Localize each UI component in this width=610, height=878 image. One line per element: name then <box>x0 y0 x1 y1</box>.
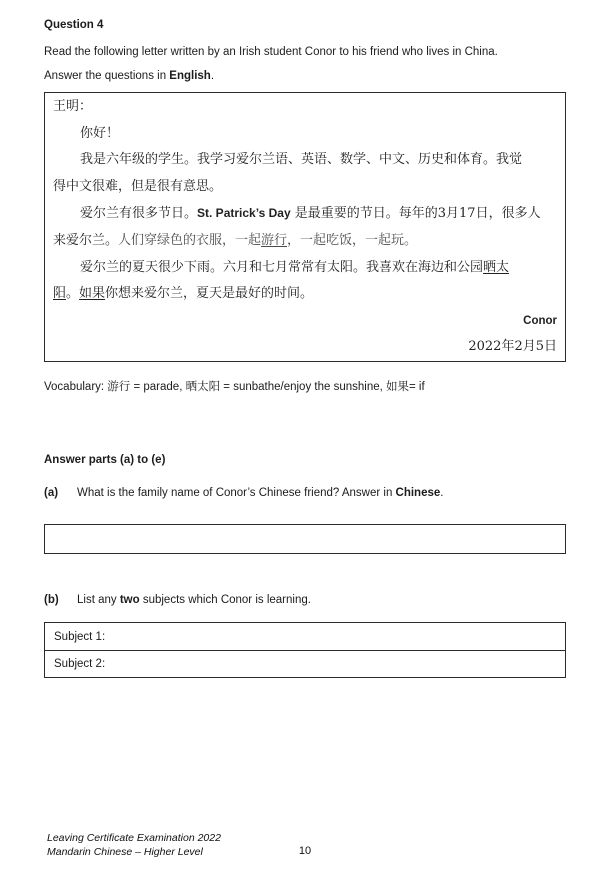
underlined-word-sunbathe-part1: 晒太 <box>483 259 510 275</box>
underlined-word-if: 如果 <box>79 286 106 302</box>
intro-line-1: Read the following letter written by an Irish student Conor to his friend who lives in China. <box>44 46 498 58</box>
question-title: Question 4 <box>44 19 104 31</box>
subject-2-answer-row[interactable]: Subject 2: <box>45 650 565 677</box>
letter-para2-line1: 爱尔兰有很多节日。St. Patrick’s Day 是最重要的节日。每年的3月17日，很多人 <box>80 206 541 222</box>
letter-salutation: 王明： <box>53 99 93 114</box>
bold-chinese: Chinese <box>395 487 441 499</box>
underlined-word-sunbathe-part2: 阳 <box>53 286 67 302</box>
bold-english: English <box>169 70 211 82</box>
answer-box-part-a[interactable] <box>44 524 566 554</box>
footer-subject-level: Mandarin Chinese – Higher Level <box>47 846 203 858</box>
footer-exam-name: Leaving Certificate Examination 2022 <box>47 832 221 844</box>
question-part-b: (b) List any two subjects which Conor is learning. <box>44 588 566 612</box>
page-number: 10 <box>298 845 312 857</box>
letter-para1-line2: 得中文很难，但是很有意思。 <box>53 178 223 194</box>
bold-two: two <box>119 594 140 606</box>
answer-table-part-b <box>44 622 566 678</box>
letter-para3-line2: 阳。如果你想来爱尔兰，夏天是最好的时间。 <box>53 286 314 302</box>
underlined-word-parade: 游行 <box>261 232 288 248</box>
part-a-label: (a) <box>44 487 59 499</box>
page-content <box>44 0 566 678</box>
letter-para3-line1: 爱尔兰的夏天很少下雨。六月和七月常常有太阳。我喜欢在海边和公园晒太 <box>80 259 510 275</box>
subject-1-answer-row[interactable]: Subject 1: <box>54 630 106 643</box>
vocabulary-note: Vocabulary: 游行 = parade, 晒太阳 = sunbathe/enjoy the sunshine, 如果= if <box>44 381 425 393</box>
question-part-a: (a) What is the family name of Conor’s Chinese friend? Answer in Chinese. <box>44 481 566 505</box>
letter-greeting: 你好！ <box>80 125 120 141</box>
intro-line-2: Answer the questions in English. <box>44 70 215 82</box>
letter-para2-line2: 来爱尔兰。人们穿绿色的衣服，一起游行，一起吃饭，一起玩。 <box>53 232 418 248</box>
st-patricks-day-text: St. Patrick’s Day <box>197 206 291 221</box>
answer-parts-heading: Answer parts (a) to (e) <box>44 454 166 466</box>
letter-signature: Conor <box>523 314 557 327</box>
letter-box <box>44 92 566 362</box>
letter-para1-line1: 我是六年级的学生。我学习爱尔兰语、英语、数学、中文、历史和体育。我觉 <box>80 152 523 168</box>
question-intro <box>44 40 566 88</box>
letter-date: 2022年2月5日 <box>468 339 557 355</box>
part-b-label: (b) <box>44 594 59 606</box>
